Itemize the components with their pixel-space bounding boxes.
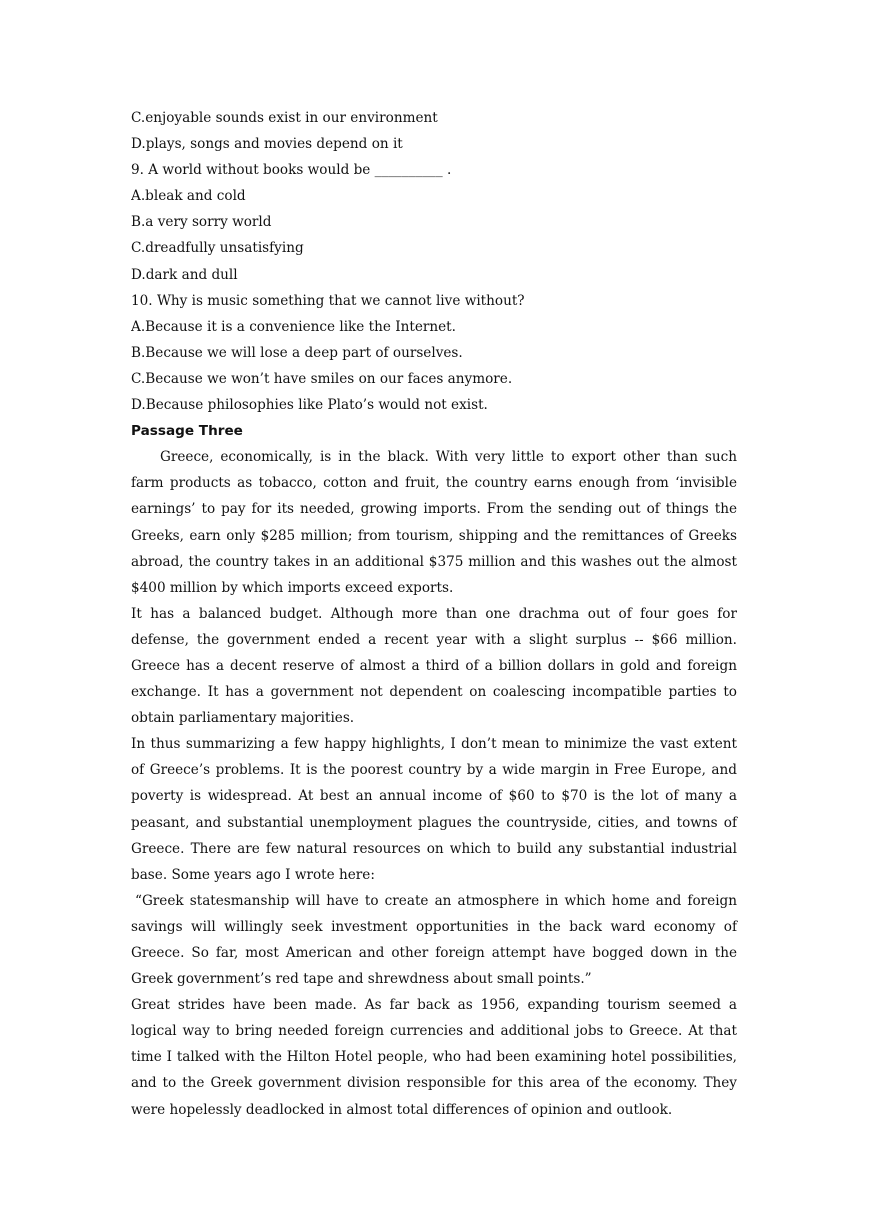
q10-option-a: A.Because it is a convenience like the Internet. [131,318,456,335]
q9-option-b: B.a very sorry world [131,214,272,231]
q10-option-d: D.Because philosophies like Plato’s would not exist. [131,397,488,414]
passage-paragraph-2: It has a balanced budget. Although more than one drachma out of four goes for defense, the government ended a recent year with a slight surplus -- $66 million. Greece has a decent reserve of almost a third of a billion dollars in gold and foreign exchange. It has a government not dependent on coalescing incompatible parties to obtain parliamentary majorities. [131,605,737,727]
passage-quote: “Greek statesmanship will have to create an atmosphere in which home and foreign savings will willingly seek investment opportunities in the back ward economy of Greece. So far, most American and other foreign attempt have bogged down in the Greek government’s red tape and shrewdness about small points.” [131,892,737,988]
passage-heading: Passage Three [131,423,243,440]
passage-paragraph-1: Greece, economically, is in the black. With very little to export other than such farm products as tobacco, cotton and fruit, the country earns enough from ‘invisible earnings’ to pay for its needed, growing imports. From the sending out of things the Greeks, earn only $285 million; from tourism, shipping and the remittances of Greeks abroad, the country takes in an additional $375 million and this washes out the almost $400 million by which imports exceed exports. [131,449,737,596]
q8-option-d: D.plays, songs and movies depend on it [131,136,403,153]
q9-option-d: D.dark and dull [131,266,238,283]
q10-option-c: C.Because we won’t have smiles on our faces anymore. [131,370,513,387]
q9-option-a: A.bleak and cold [131,188,246,205]
q9-option-c: C.dreadfully unsatisfying [131,240,304,257]
q10-option-b: B.Because we will lose a deep part of ourselves. [131,344,463,361]
q8-option-c: C.enjoyable sounds exist in our environment [131,110,438,126]
document-page [131,105,737,1123]
q10-question: 10. Why is music something that we cannot live without? [131,292,525,309]
q9-question: 9. A world without books would be __________ . [131,162,452,179]
passage-paragraph-3: In thus summarizing a few happy highlights, I don’t mean to minimize the vast extent of Greece’s problems. It is the poorest country by a wide margin in Free Europe, and poverty is widespread. At best an annual income of $60 to $70 is the lot of many a peasant, and substantial unemployment plagues the countryside, cities, and towns of Greece. There are few natural resources on which to build any substantial industrial base. Some years ago I wrote here: [131,736,737,883]
passage-paragraph-5: Great strides have been made. As far back as 1956, expanding tourism seemed a logical way to bring needed foreign currencies and additional jobs to Greece. At that time I talked with the Hilton Hotel people, who had been examining hotel possibilities, and to the Greek government division responsible for this area of the economy. They were hopelessly deadlocked in almost total differences of opinion and outlook. [131,997,737,1118]
